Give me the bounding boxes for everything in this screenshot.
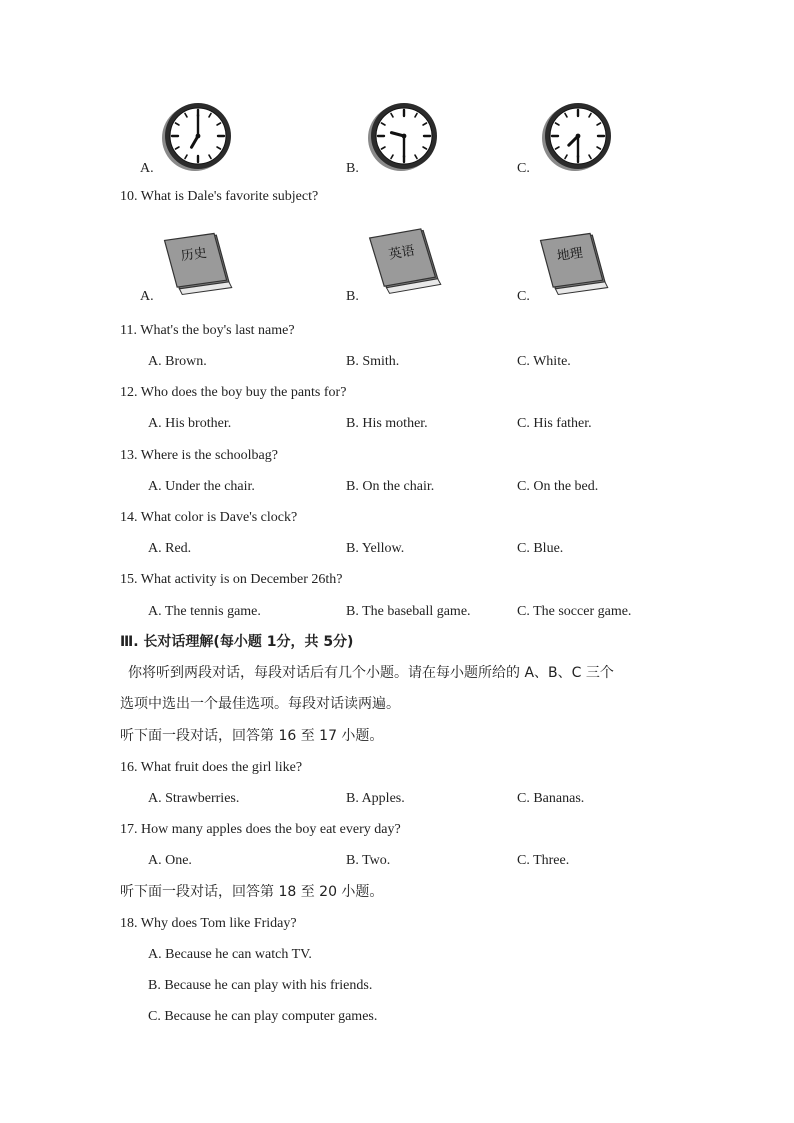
q9-option-b-label: B. bbox=[346, 161, 359, 176]
q13-option-c: C. On the bed. bbox=[517, 479, 599, 494]
q15-option-a: A. The tennis game. bbox=[148, 604, 261, 619]
q12-option-b: B. His mother. bbox=[346, 416, 428, 431]
q16-option-b: B. Apples. bbox=[346, 791, 405, 806]
q18-question: 18. Why does Tom like Friday? bbox=[120, 916, 297, 931]
q10-option-a-label: A. bbox=[140, 289, 154, 304]
clock-icon bbox=[158, 100, 234, 172]
clock-icon bbox=[538, 100, 614, 172]
section-3-instruction-line-1: 你将听到两段对话，每段对话后有几个小题。请在每小题所给的 A、B、C 三个 bbox=[128, 665, 614, 681]
q15-question: 15. What activity is on December 26th? bbox=[120, 572, 343, 587]
clock-center bbox=[576, 134, 581, 139]
section-3-subinstruction-2: 听下面一段对话，回答第 18 至 20 小题。 bbox=[120, 884, 384, 900]
q13-option-a: A. Under the chair. bbox=[148, 479, 255, 494]
q16-option-a: A. Strawberries. bbox=[148, 791, 240, 806]
q11-option-b: B. Smith. bbox=[346, 354, 400, 369]
book-title-text: 历史 bbox=[179, 245, 208, 265]
book-icon bbox=[536, 226, 612, 300]
q10-question: 10. What is Dale's favorite subject? bbox=[120, 189, 319, 204]
section-3-heading: Ⅲ. 长对话理解(每小题 1分，共 5分) bbox=[120, 634, 354, 650]
q18-option-b: B. Because he can play with his friends. bbox=[148, 978, 373, 993]
q17-option-a: A. One. bbox=[148, 853, 192, 868]
q12-question: 12. Who does the boy buy the pants for? bbox=[120, 385, 347, 400]
section-3-subinstruction-1: 听下面一段对话，回答第 16 至 17 小题。 bbox=[120, 728, 384, 744]
q14-option-a: A. Red. bbox=[148, 541, 192, 556]
q13-question: 13. Where is the schoolbag? bbox=[120, 448, 278, 463]
q12-option-a: A. His brother. bbox=[148, 416, 232, 431]
q12-option-c: C. His father. bbox=[517, 416, 592, 431]
section-3-instruction-line-2: 选项中选出一个最佳选项。每段对话读两遍。 bbox=[120, 696, 400, 712]
clock-center bbox=[196, 134, 201, 139]
q17-option-b: B. Two. bbox=[346, 853, 391, 868]
q11-question: 11. What's the boy's last name? bbox=[120, 323, 295, 338]
q14-option-b: B. Yellow. bbox=[346, 541, 405, 556]
book-icon bbox=[160, 226, 236, 300]
book-icon bbox=[366, 220, 446, 300]
clock-center bbox=[402, 134, 407, 139]
q18-option-c: C. Because he can play computer games. bbox=[148, 1009, 378, 1024]
q11-option-c: C. White. bbox=[517, 354, 571, 369]
q17-question: 17. How many apples does the boy eat every day? bbox=[120, 822, 401, 837]
q10-option-b-label: B. bbox=[346, 289, 359, 304]
q11-option-a: A. Brown. bbox=[148, 354, 207, 369]
q17-option-c: C. Three. bbox=[517, 853, 570, 868]
q16-option-c: C. Bananas. bbox=[517, 791, 585, 806]
q15-option-c: C. The soccer game. bbox=[517, 604, 632, 619]
q13-option-b: B. On the chair. bbox=[346, 479, 435, 494]
q9-option-c-label: C. bbox=[517, 161, 530, 176]
book-title-text: 英语 bbox=[387, 243, 416, 263]
book-title-text: 地理 bbox=[555, 245, 584, 265]
q10-option-c-label: C. bbox=[517, 289, 530, 304]
q15-option-b: B. The baseball game. bbox=[346, 604, 471, 619]
q18-option-a: A. Because he can watch TV. bbox=[148, 947, 312, 962]
clock-icon bbox=[364, 100, 440, 172]
q14-question: 14. What color is Dave's clock? bbox=[120, 510, 298, 525]
q16-question: 16. What fruit does the girl like? bbox=[120, 760, 303, 775]
q14-option-c: C. Blue. bbox=[517, 541, 564, 556]
q9-option-a-label: A. bbox=[140, 161, 154, 176]
